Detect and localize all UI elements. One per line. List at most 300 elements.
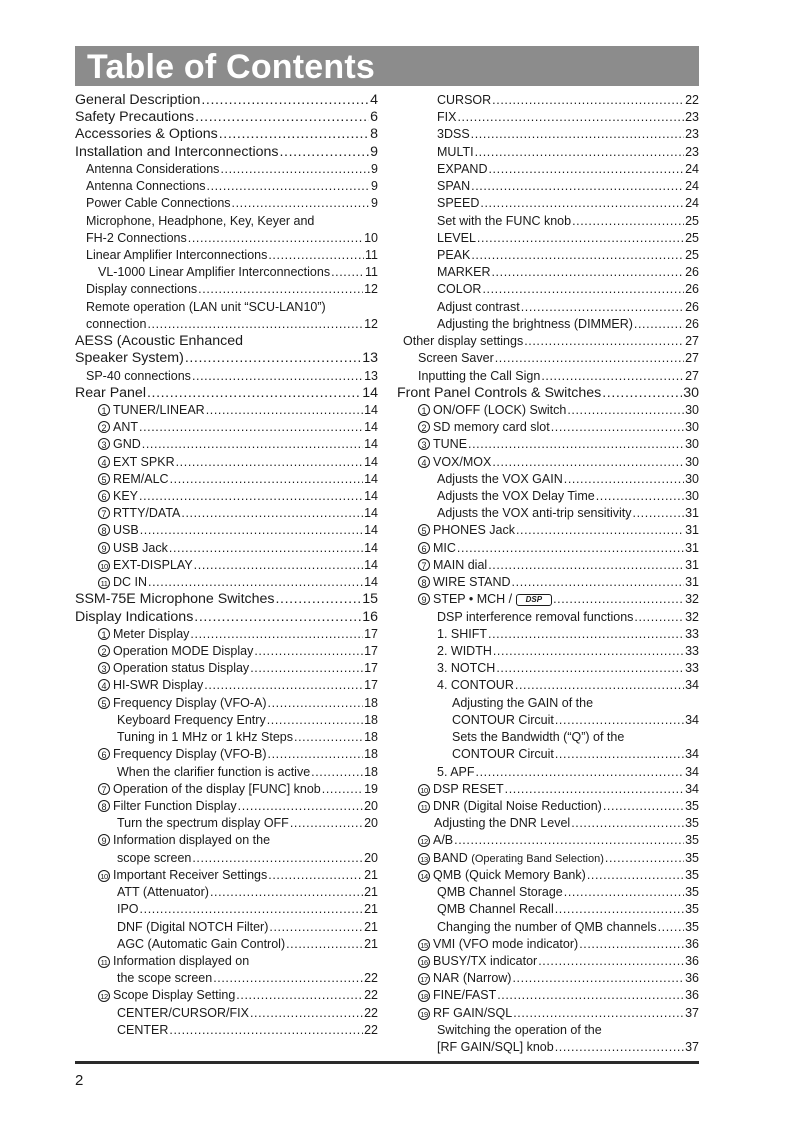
toc-entry[interactable] [397,1005,699,1022]
toc-entry[interactable] [75,798,378,815]
dot-leader [480,195,684,212]
toc-entry-text: Tuning in 1 MHz or 1 kHz Steps [117,730,293,745]
toc-entry-title [86,195,231,212]
toc-entry[interactable] [397,729,699,746]
toc-page-number: 22 [364,1005,378,1020]
circled-number: 4 [98,679,110,691]
toc-entry[interactable] [397,609,699,626]
toc-page-number: 37 [685,1040,699,1055]
circled-number: 16 [418,956,430,968]
toc-entry-title [117,1022,168,1039]
toc-entry[interactable] [75,299,378,316]
toc-entry-title [98,454,175,471]
toc-entry-text: MAIN dial [433,557,488,572]
toc-entry-text: A/B [433,833,454,848]
toc-entry-text: SPEED [437,196,480,211]
dot-leader [634,316,684,333]
toc-entry-title [418,936,578,953]
toc-entry[interactable] [75,970,378,987]
toc-entry[interactable] [397,660,699,677]
toc-entry-title [86,281,197,298]
dot-leader [602,385,682,402]
toc-entry-text: Switching the operation of the [437,1022,602,1037]
toc-page-number: 14 [364,471,378,486]
toc-page-number: 14 [362,384,378,401]
dot-leader [169,1022,363,1039]
toc-page-number: 25 [685,213,699,228]
toc-entry[interactable] [397,884,699,901]
toc-entry[interactable] [75,815,378,832]
dot-leader [493,643,684,660]
toc-entry-title [98,488,138,505]
toc-entry[interactable] [75,92,378,109]
toc-entry-text: Adjusting the GAIN of the [452,695,594,710]
toc-page-number: 18 [364,747,378,762]
toc-entry-text: 2. WIDTH [437,644,492,658]
toc-entry-title [418,591,552,608]
toc-page-number: 33 [685,644,699,658]
toc-entry[interactable] [75,333,378,350]
toc-entry-title [418,781,504,798]
circled-number: 5 [98,697,110,709]
toc-entry[interactable] [397,161,699,178]
toc-entry-title [98,402,205,419]
dot-leader [515,677,684,694]
toc-page-number: 24 [685,196,699,211]
toc-entry-text: Meter Display [113,626,190,641]
toc-entry[interactable] [397,454,699,471]
circled-number: 3 [418,438,430,450]
toc-page-number: 21 [364,936,378,951]
toc-entry[interactable] [75,540,378,557]
toc-page-number: 18 [364,730,378,745]
dot-leader [142,436,363,453]
toc-page-number: 26 [685,316,699,331]
dot-leader [147,385,361,402]
toc-entry[interactable] [75,557,378,574]
toc-page-number: 34 [685,747,699,762]
dot-leader [658,919,685,936]
toc-entry[interactable] [75,402,378,419]
toc-entry-subtext: (Operating Band Selection) [471,852,604,865]
toc-page-number: 26 [685,282,699,297]
toc-entry[interactable] [75,660,378,677]
toc-entry[interactable] [75,884,378,901]
toc-page-number: 20 [364,850,378,865]
toc-entry-text: KEY [113,489,139,504]
toc-entry[interactable] [397,126,699,143]
dot-leader [477,230,684,247]
dot-leader [492,454,684,471]
toc-entry[interactable] [75,729,378,746]
toc-entry-title [437,764,475,781]
toc-entry[interactable] [397,522,699,539]
toc-entry[interactable] [397,626,699,643]
toc-entry[interactable] [397,230,699,247]
toc-entry-title [437,299,520,316]
dot-leader [555,1039,684,1056]
dot-leader [250,660,363,677]
toc-entry-title [418,850,604,868]
toc-entry[interactable] [397,419,699,436]
dot-leader [524,333,684,350]
toc-left-column [75,92,378,1039]
toc-entry[interactable] [75,178,378,195]
toc-page-number: 20 [364,816,378,831]
toc-entry[interactable] [397,936,699,953]
toc-entry-text: HI-SWR Display [113,678,204,693]
toc-entry[interactable] [75,832,378,849]
toc-page-number: 4 [370,92,378,108]
dot-leader [457,109,684,126]
title-bar [75,46,699,86]
toc-entry[interactable] [75,936,378,953]
toc-entry-text: EXT SPKR [113,454,175,469]
toc-entry-text: FIX [437,110,457,125]
toc-entry-text: VL-1000 Linear Amplifier Interconnections [98,265,331,280]
circled-number: 8 [418,576,430,588]
toc-entry[interactable] [397,178,699,195]
toc-entry-text: QMB Channel Storage [437,885,563,900]
dot-leader [516,522,684,539]
circled-number: 14 [418,870,430,882]
toc-entry-text: DNR (Digital Noise Reduction) [433,798,602,813]
toc-page-number: 18 [364,695,378,710]
toc-entry[interactable] [397,92,699,109]
toc-entry-title [98,746,267,763]
toc-entry-title [86,299,326,316]
toc-entry[interactable] [397,316,699,333]
toc-entry[interactable] [75,626,378,643]
dot-leader [551,419,684,436]
toc-entry-text: Front Panel Controls & Switches [397,384,602,401]
toc-entry[interactable] [75,109,378,126]
circled-number: 10 [98,870,110,882]
toc-entry[interactable] [75,419,378,436]
toc-page-number: 17 [364,644,378,658]
toc-entry[interactable] [397,299,699,316]
dot-leader [505,781,684,798]
toc-page-number: 26 [685,265,699,280]
toc-entry-title [117,1005,249,1022]
circled-number: 2 [98,421,110,433]
toc-entry[interactable] [397,264,699,281]
toc-page-number: 14 [364,402,378,417]
toc-entry[interactable] [397,987,699,1004]
dot-leader [170,471,364,488]
toc-entry-title [86,247,267,264]
toc-entry[interactable] [397,643,699,660]
toc-entry[interactable] [397,850,699,867]
toc-page-number: 26 [685,299,699,314]
toc-entry-text: AESS (Acoustic Enhanced [75,333,243,350]
toc-entry[interactable] [397,574,699,591]
dot-leader [633,505,685,522]
toc-entry[interactable] [397,746,699,763]
toc-entry-title [418,798,602,815]
dot-leader [579,936,684,953]
toc-entry[interactable] [397,540,699,557]
toc-entry-text: Keyboard Frequency Entry [117,712,266,727]
toc-entry[interactable] [397,109,699,126]
toc-page-number: 14 [364,557,378,572]
circled-number: 11 [98,577,110,589]
toc-entry-text: Turn the spectrum display OFF [117,816,289,831]
toc-entry[interactable] [75,850,378,867]
toc-entry-title [98,471,169,488]
toc-entry-title [437,109,456,126]
toc-entry-title [418,368,540,385]
toc-entry[interactable] [397,901,699,918]
toc-entry[interactable] [397,333,699,350]
toc-page-number: 22 [685,93,699,107]
toc-entry[interactable] [75,264,378,281]
dot-leader [194,609,361,626]
toc-entry[interactable] [75,385,378,402]
toc-entry[interactable] [75,695,378,712]
dot-leader [140,522,363,539]
toc-entry[interactable] [397,798,699,815]
toc-entry-title [418,454,491,471]
dot-leader [605,850,684,867]
toc-entry[interactable] [75,677,378,694]
toc-entry-title [117,764,310,781]
toc-entry[interactable] [397,488,699,505]
toc-entry[interactable] [397,471,699,488]
toc-entry-text: Power Cable Connections [86,196,231,211]
toc-entry[interactable] [397,695,699,712]
toc-entry[interactable] [75,316,378,333]
toc-entry-text: BUSY/TX indicator [433,953,538,968]
dot-leader [207,178,371,195]
toc-entry[interactable] [75,213,378,230]
toc-entry[interactable] [397,368,699,385]
toc-entry[interactable] [75,281,378,298]
toc-entry[interactable] [397,591,699,608]
toc-entry[interactable] [397,953,699,970]
toc-entry[interactable] [397,1022,699,1039]
toc-entry[interactable] [75,350,378,367]
toc-entry[interactable] [397,350,699,367]
toc-page-number: 23 [685,127,699,142]
toc-entry[interactable] [397,195,699,212]
toc-entry-title [86,178,206,195]
circled-number: 7 [98,783,110,795]
toc-entry[interactable] [75,867,378,884]
toc-entry[interactable] [397,832,699,849]
toc-entry-text: Installation and Interconnections [75,143,279,160]
dot-leader [250,1005,363,1022]
toc-entry-title [75,333,243,350]
toc-entry[interactable] [75,574,378,591]
toc-entry-text: scope screen [117,850,192,865]
toc-entry-title [418,953,537,970]
toc-entry-text: Speaker System) [75,350,184,367]
toc-entry[interactable] [75,454,378,471]
toc-entry[interactable] [397,505,699,522]
toc-entry[interactable] [397,144,699,161]
toc-entry[interactable] [75,609,378,626]
dot-leader [492,92,684,109]
toc-entry-title [418,419,550,436]
toc-entry-text: Frequency Display (VFO-B) [113,747,267,762]
dot-leader [468,436,684,453]
toc-entry-title [437,471,563,488]
toc-entry[interactable] [75,161,378,178]
toc-entry[interactable] [75,781,378,798]
toc-entry[interactable] [397,815,699,832]
toc-entry-title [75,591,275,608]
toc-entry-title [418,970,511,987]
toc-entry[interactable] [397,281,699,298]
toc-page-number: 31 [685,523,699,538]
toc-entry[interactable] [397,1039,699,1056]
page-title: Table of Contents [87,48,375,86]
toc-page-number: 14 [364,420,378,435]
toc-right-column [397,92,699,1056]
toc-entry-text: CENTER/CURSOR/FIX [117,1005,249,1020]
toc-entry-text: MULTI [437,144,474,159]
circled-number: 10 [98,560,110,572]
circled-number: 12 [98,990,110,1002]
toc-page-number: 30 [685,454,699,469]
toc-entry[interactable] [397,247,699,264]
toc-entry[interactable] [75,144,378,161]
toc-entry[interactable] [397,557,699,574]
toc-entry[interactable] [75,764,378,781]
toc-entry[interactable] [75,368,378,385]
dot-leader [236,987,363,1004]
toc-entry-title [437,488,595,505]
dot-leader [457,540,684,557]
toc-entry-text: Screen Saver [418,351,494,366]
dot-leader [254,643,363,660]
toc-entry-text: Display Indications [75,608,194,625]
toc-entry[interactable] [397,213,699,230]
toc-page-number: 35 [685,833,699,848]
toc-entry-text: Frequency Display (VFO-A) [113,695,267,710]
dot-leader [192,850,363,867]
dot-leader [603,798,684,815]
toc-entry[interactable] [75,471,378,488]
toc-entry[interactable] [75,1005,378,1022]
toc-page-number: 36 [685,936,699,951]
toc-page-number: 14 [364,489,378,504]
toc-entry-text: Important Receiver Settings [113,867,268,882]
dot-leader [139,419,363,436]
toc-entry[interactable] [75,195,378,212]
toc-entry-title [117,936,285,953]
dot-leader [188,230,363,247]
toc-page-number: 23 [685,110,699,125]
toc-entry[interactable] [397,919,699,936]
toc-page-number: 32 [685,592,699,607]
toc-entry-title [98,540,168,557]
toc-entry[interactable] [75,1022,378,1039]
toc-entry-title [117,970,212,987]
toc-entry[interactable] [397,402,699,419]
toc-entry[interactable] [75,505,378,522]
toc-entry[interactable] [397,867,699,884]
toc-entry-title [437,195,479,212]
toc-page-number: 13 [364,368,378,383]
toc-entry[interactable] [397,436,699,453]
dot-leader [541,368,684,385]
toc-entry[interactable] [75,987,378,1004]
toc-page-number: 24 [685,161,699,176]
toc-entry[interactable] [397,970,699,987]
toc-entry-text: COLOR [437,282,482,297]
toc-entry-title [437,316,633,333]
circled-number: 13 [418,853,430,865]
toc-entry-text: the scope screen [117,971,213,986]
toc-page-number: 23 [685,144,699,159]
toc-entry[interactable] [75,488,378,505]
toc-entry[interactable] [75,953,378,970]
toc-entry-text: GND [113,437,141,452]
toc-entry-text: Accessories & Options [75,126,218,143]
toc-entry-text: FH-2 Connections [86,230,187,245]
toc-entry-title [98,832,270,849]
toc-page-number: 17 [364,626,378,641]
toc-entry[interactable] [75,746,378,763]
toc-entry-text: Linear Amplifier Interconnections [86,247,268,262]
toc-entry-title [452,695,593,712]
toc-entry[interactable] [397,781,699,798]
toc-entry[interactable] [75,919,378,936]
toc-entry[interactable] [75,643,378,660]
toc-entry[interactable] [397,677,699,694]
toc-entry[interactable] [397,712,699,729]
circled-number: 19 [418,1008,430,1020]
toc-entry[interactable] [75,712,378,729]
toc-entry[interactable] [75,522,378,539]
bottom-divider [75,1061,699,1064]
toc-page-number: 20 [364,798,378,813]
toc-entry[interactable] [75,901,378,918]
toc-entry-title [86,316,146,333]
circled-number: 12 [418,835,430,847]
toc-entry-title [418,574,511,591]
toc-entry[interactable] [75,126,378,143]
dot-leader [268,867,363,884]
toc-page-number: 33 [685,626,699,641]
toc-entry-title [117,884,209,901]
toc-entry[interactable] [75,230,378,247]
toc-entry-text: Rear Panel [75,384,146,401]
toc-entry[interactable] [75,591,378,608]
toc-page-number: 9 [371,196,378,211]
toc-entry-text: 3. NOTCH [437,661,496,676]
toc-entry-title [437,247,470,264]
toc-entry-title [98,987,235,1004]
circled-number: 2 [418,421,430,433]
dot-leader [220,161,370,178]
dot-leader [311,764,363,781]
toc-entry[interactable] [75,247,378,264]
dot-leader [267,712,363,729]
toc-entry[interactable] [397,385,699,402]
toc-page-number: 14 [364,454,378,469]
toc-entry-title [98,264,330,281]
toc-entry-text: USB [113,523,139,538]
toc-page-number: 32 [685,609,699,624]
toc-entry-text: LEVEL [437,230,476,245]
dot-leader [201,92,369,109]
dot-leader [206,402,363,419]
toc-entry[interactable] [397,764,699,781]
toc-entry[interactable] [75,436,378,453]
